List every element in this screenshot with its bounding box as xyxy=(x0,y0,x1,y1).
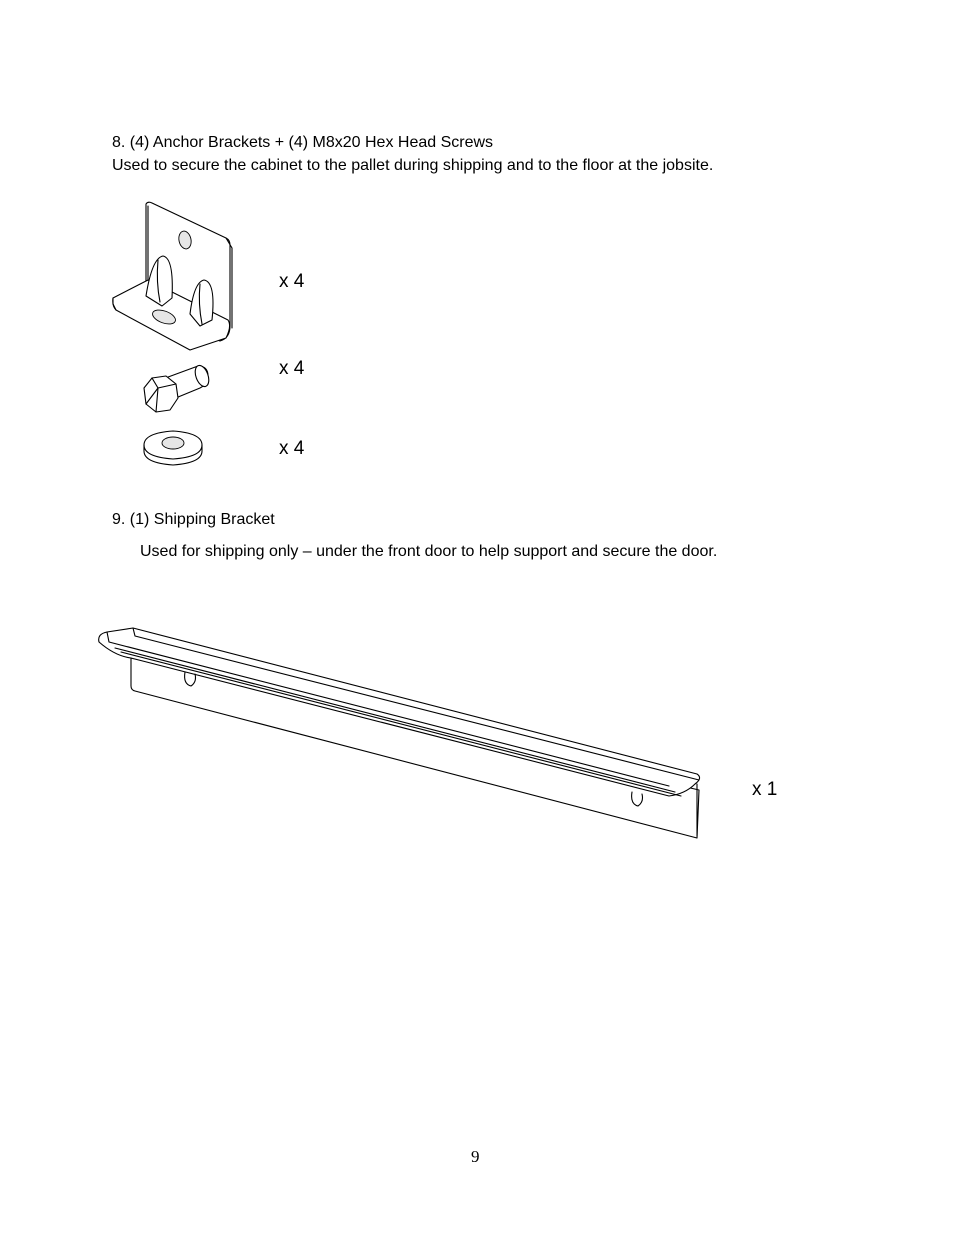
anchor-bracket-drawing xyxy=(108,198,238,358)
section-8-description: Used to secure the cabinet to the pallet during shipping and to the floor at the jobsite. xyxy=(112,157,714,174)
shipping-bracket-qty: x 1 xyxy=(752,779,778,800)
section-9-heading: 9. (1) Shipping Bracket xyxy=(112,511,275,528)
shipping-bracket-drawing xyxy=(95,624,705,844)
washer-qty: x 4 xyxy=(279,438,305,459)
anchor-bracket-qty: x 4 xyxy=(279,271,305,292)
hex-head-screw-drawing xyxy=(138,358,218,418)
section-8-heading: 8. (4) Anchor Brackets + (4) M8x20 Hex Head Screws xyxy=(112,134,494,151)
section-9-description: Used for shipping only – under the front door to help support and secure the door. xyxy=(140,543,718,560)
washer-drawing xyxy=(140,427,210,467)
hex-head-screw-qty: x 4 xyxy=(279,358,305,379)
page-number: 9 xyxy=(471,1147,480,1166)
